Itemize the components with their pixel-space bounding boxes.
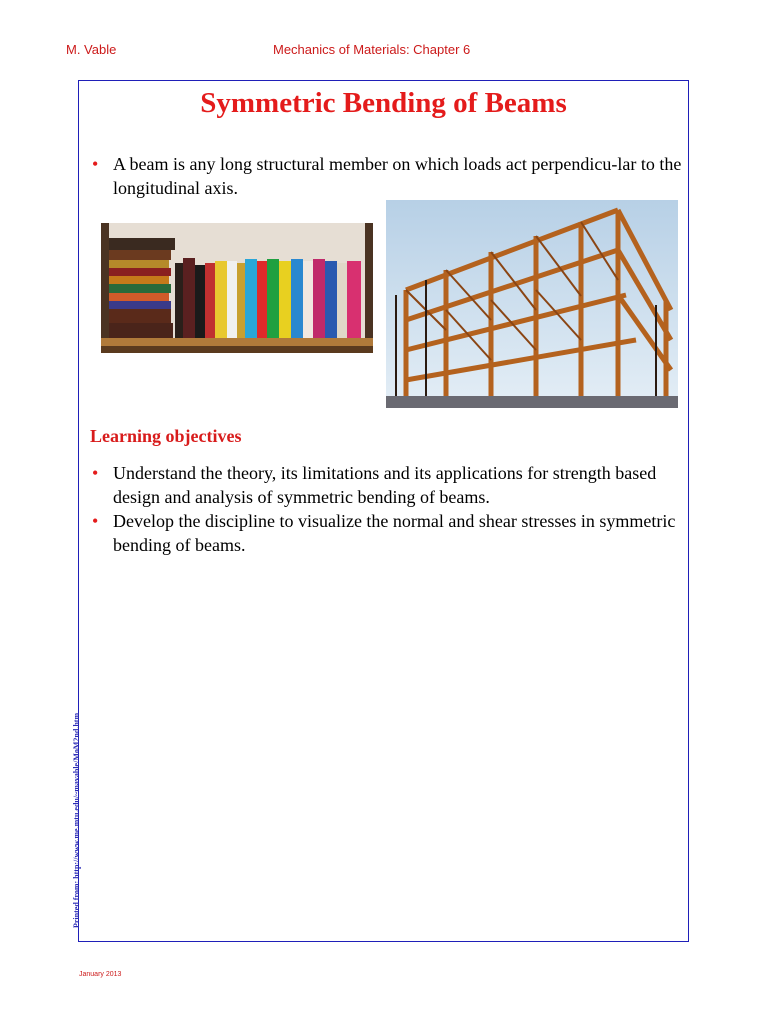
bullet-beam-definition bbox=[92, 152, 683, 200]
bullet-dot: • bbox=[92, 511, 99, 531]
objective-text: Develop the discipline to visualize the normal and shear stresses in symmetric bending of beams. bbox=[113, 511, 676, 555]
bullet-dot: • bbox=[92, 154, 99, 174]
printed-from-note bbox=[62, 712, 81, 930]
books-shelf-photo bbox=[101, 223, 373, 353]
slide-title: Symmetric Bending of Beams bbox=[200, 87, 567, 119]
objective-item bbox=[92, 461, 683, 509]
learning-objectives-heading: Learning objectives bbox=[90, 426, 242, 446]
steel-frame-photo bbox=[386, 200, 678, 408]
bullet-dot: • bbox=[92, 463, 99, 483]
chapter-label: Mechanics of Materials: Chapter 6 bbox=[273, 42, 471, 57]
printed-from-text: Printed from: http://www.me.mtu.edu/~mavable/MoM2nd.htm bbox=[72, 712, 81, 928]
bullet-text: A beam is any long structural member on which loads act perpendicu-lar to the longitudinal axis. bbox=[113, 154, 682, 198]
footer-date: January 2013 bbox=[79, 971, 122, 978]
objective-item bbox=[92, 509, 683, 557]
slide-frame bbox=[78, 80, 689, 942]
author-label: M. Vable bbox=[66, 42, 117, 57]
objective-text: Understand the theory, its limitations and its applications for strength based design and analysis of symmetric bending of beams. bbox=[113, 463, 657, 507]
